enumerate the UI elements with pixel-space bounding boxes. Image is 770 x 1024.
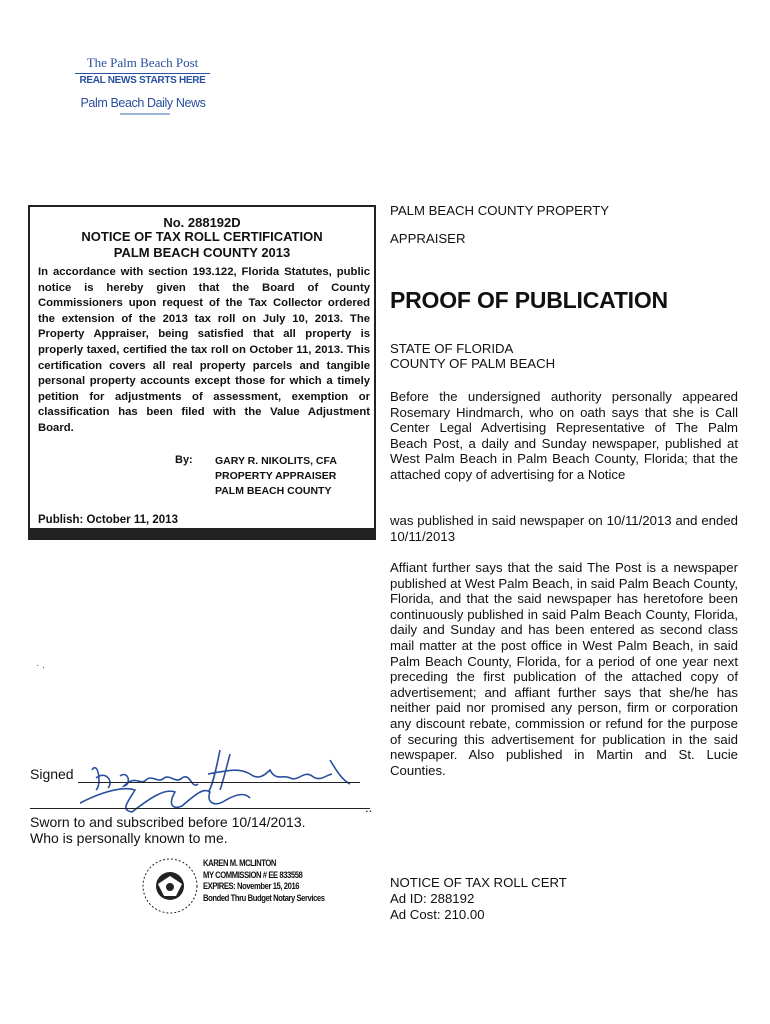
affidavit-state: STATE OF FLORIDA: [390, 341, 514, 356]
notice-signer-county: PALM BEACH COUNTY: [215, 485, 332, 497]
notary-commission: MY COMMISSION # EE 833558: [203, 869, 303, 880]
signed-label: Signed: [30, 766, 74, 782]
affidavit-header-line2: APPRAISER: [390, 231, 466, 246]
notice-signer-title: PROPERTY APPRAISER: [215, 470, 337, 482]
notice-number: No. 288192D: [163, 215, 241, 230]
notary-bonded: Bonded Thru Budget Notary Services: [203, 892, 325, 903]
notary-seal-icon: [140, 856, 200, 916]
scan-speck: · .: [36, 660, 45, 671]
masthead-divider: [120, 113, 170, 115]
ad-notice-label: NOTICE OF TAX ROLL CERT: [390, 875, 567, 890]
masthead-daily-logo: Palm Beach Daily News: [80, 96, 206, 110]
signature-line: [78, 782, 360, 783]
notice-subtitle: PALM BEACH COUNTY 2013: [113, 245, 291, 260]
ad-id: Ad ID: 288192: [390, 891, 475, 906]
notice-bottom-rule: [28, 530, 376, 540]
notice-by-label: By:: [175, 454, 193, 466]
affidavit-paragraph-3: Affiant further says that the said The Post is a newspaper published at West Palm Beach, in said Palm Beach County, Florida, and that the said newspaper has heretofore been continuously published in said Palm Beach County, Florida, daily and Sunday and has been entered as second class mail matter at the post office in West Palm Beach, in said Palm Beach County, Florida, for a period of one year next preceding the first publication of the attached copy of advertisement; and affiant further says that she/he has neither paid nor promised any person, firm or corporation any discount rebate, commission or refund for the purpose of securing this advertisement for publication in the said newspaper. Also published in Martin and St. Lucie Counties.: [390, 560, 738, 778]
notary-signature-line: [30, 808, 370, 809]
notary-name: KAREN M. MCLINTON: [203, 858, 276, 868]
personally-known-line: Who is personally known to me.: [30, 830, 228, 846]
sworn-date-line: Sworn to and subscribed before 10/14/2013.: [30, 814, 306, 830]
proof-of-publication-title: PROOF OF PUBLICATION: [390, 287, 668, 313]
notice-publish-date: Publish: October 11, 2013: [38, 514, 178, 526]
affidavit-paragraph-2: was published in said newspaper on 10/11/2013 and ended 10/11/2013: [390, 513, 738, 544]
sworn-statement: [30, 814, 306, 846]
affidavit-county: COUNTY OF PALM BEACH: [390, 356, 556, 371]
notice-clipping: [28, 205, 376, 530]
affidavit-header-line1: PALM BEACH COUNTY PROPERTY: [390, 203, 610, 218]
notice-signer-block: [215, 454, 337, 499]
notary-expiration: EXPIRES: November 15, 2016: [203, 881, 300, 891]
notice-body: In accordance with section 193.122, Florida Statutes, public notice is hereby given that the Board of County Commissioners upon request of the Tax Collector ordered the extension of the 2013 tax roll on July 10, 2013. The Property Appraiser, being satisfied that all property is properly taxed, certified the tax roll on October 11, 2013. This certification covers all real property parcels and tangible personal property accounts except those for which a timely petition for adjustments of assessment, exemption or classification has been filed with the Value Adjustment Board.: [38, 266, 370, 434]
notice-title: NOTICE OF TAX ROLL CERTIFICATION: [81, 229, 323, 244]
notary-stamp-text: [203, 858, 325, 904]
masthead-tagline: REAL NEWS STARTS HERE: [75, 73, 210, 86]
signature-line-end-dots: ..: [365, 800, 373, 815]
ad-cost: Ad Cost: 210.00: [390, 907, 485, 922]
notice-signer-name: GARY R. NIKOLITS, CFA: [215, 455, 337, 467]
masthead-post-logo: The Palm Beach Post: [86, 55, 199, 70]
affidavit-paragraph-1: Before the undersigned authority personally appeared Rosemary Hindmarch, who on oath says that she is Call Center Legal Advertising Representative of The Palm Beach Post, a daily and Sunday newspaper, published at West Palm Beach in Palm Beach County, Florida; that the attached copy of advertising for a Notice: [390, 389, 738, 482]
